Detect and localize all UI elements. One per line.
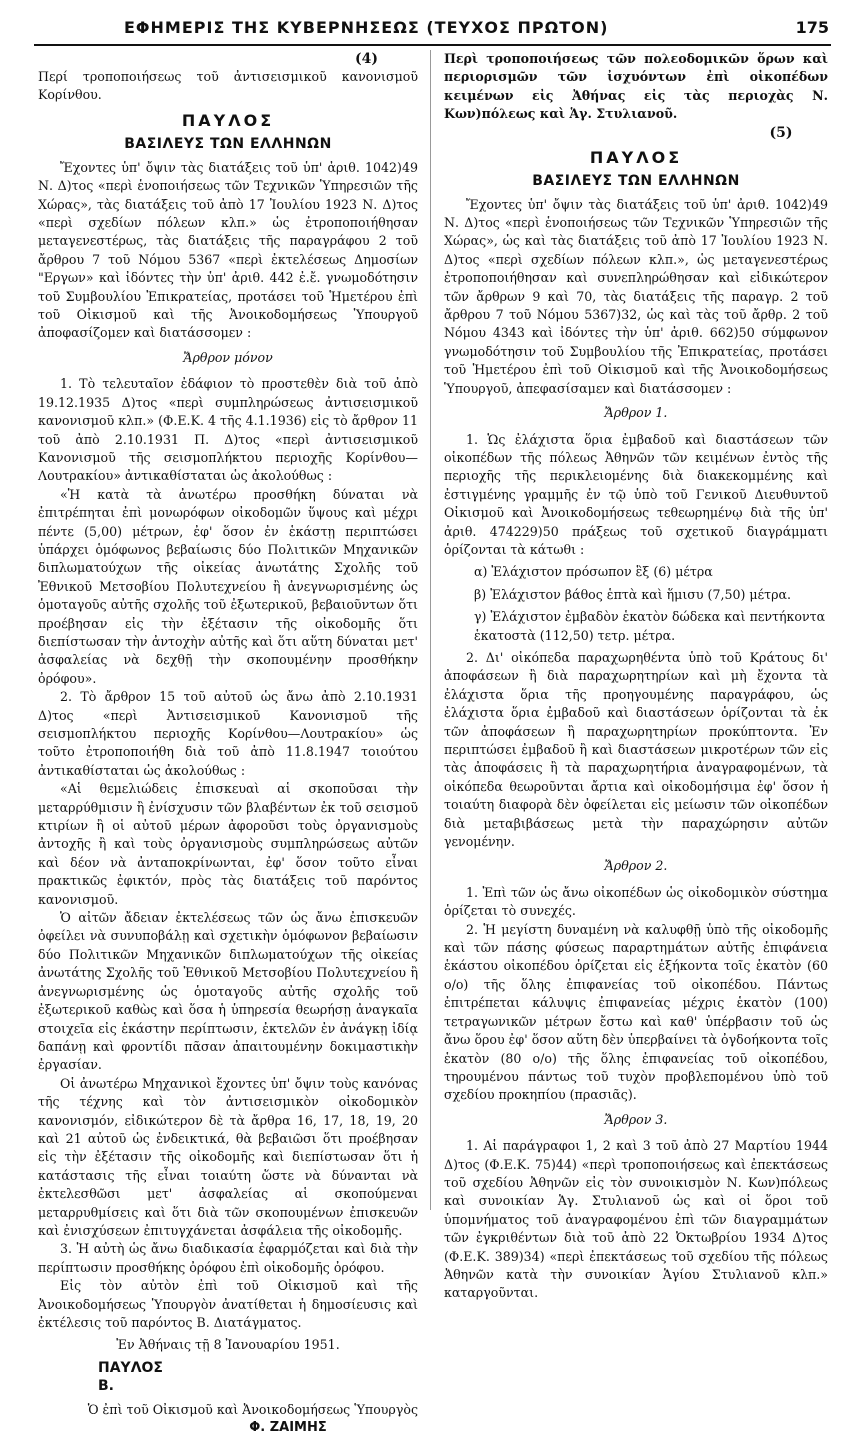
paragraph: 2. Τὸ ἄρθρον 15 τοῦ αὐτοῦ ὡς ἄνω ἀπὸ 2.10.1931 Δ)τος «περὶ Ἀντισεισμικοῦ Κανονισμοῦ τῆς σεισμοπλήκτου περιοχῆς Κορίνθου—Λουτρακίου» ὡς τοῦτο ἐτροποποιήθη διὰ τοῦ ἀπὸ 11.8.1947 τοιούτου ἀντικαθίσταται ὡς ἀκολούθως : bbox=[38, 689, 418, 778]
decree-number: (5) bbox=[769, 124, 793, 141]
right-column bbox=[444, 50, 828, 1303]
king-name: ΠΑΥΛΟΣ bbox=[181, 110, 275, 130]
king-title: ΒΑΣΙΛΕΥΣ ΤΩΝ ΕΛΛΗΝΩΝ bbox=[532, 172, 740, 189]
page-header bbox=[34, 14, 831, 46]
king-name: ΠΑΥΛΟΣ bbox=[589, 147, 683, 167]
paragraph: 2. Ἡ μεγίστη δυναμένη νὰ καλυφθῇ ὑπὸ τῆς οἰκοδομῆς καὶ τῶν πάσης φύσεως παραρτημάτων αὐτῆς ἐπιφάνεια ἑκάστου οἰκοπέδου ὁρίζεται εἰς ἑξήκοντα τοῖς ἑκατὸν (60 ο/ο) τῆς ὅλης ἐπιφανείας τοῦ οἰκοπέδου. Πάντως ἐπιτρέπεται κάλυψις ἐπιφανείας μέχρις ἑκατὸν (100) τετραγωνικῶν μέτρων ἔστω καὶ καθ' ὑπέρβασιν τοῦ ὡς ἄνω ὅρου ἐφ' ὅσον αὕτη δὲν ὑπερβαίνει τὰ ὀγδοήκοντα τοῖς ἑκατὸν (80 ο/ο) τῆς ὅλης ἐπιφανείας τοῦ οἰκοπέδου, τηρουμένου πάντως τοῦ τυχὸν προβλεπομένου ὑπὸ τοῦ σχεδίου προκηπίου (πρασιᾶς). bbox=[444, 921, 828, 1103]
paragraph: 1. Ἐπὶ τῶν ὡς ἄνω οἰκοπέδων ὡς οἰκοδομικὸν σύστημα ὁρίζεται τὸ συνεχές. bbox=[444, 884, 828, 919]
article-heading: Ἄρθρον μόνον bbox=[183, 349, 273, 365]
paragraph: 3. Ἡ αὐτὴ ὡς ἄνω διαδικασία ἐφαρμόζεται καὶ διὰ τὴν περίπτωσιν προσθήκης ὀρόφου ἐπὶ οἰκοδομῆς ὀρόφου. bbox=[38, 1241, 418, 1275]
article-heading: Ἄρθρον 3. bbox=[604, 1111, 668, 1127]
quoted-text: «Αἱ θεμελιώδεις ἐπισκευαὶ αἱ σκοποῦσαι τὴν μεταρρύθμισιν ἢ ἐνίσχυσιν τῶν βλαβέντων ἐκ τοῦ σεισμοῦ κτιρίων ἢ οἱ αὐτοῦ μέρων ἀφοροῦσι τοὺς ὀργανισμοὺς ἀντοχῆς ἢ καὶ τοὺς ὀργανισμοὺς συμπληρώσεως αὐτῶν καὶ δέον νὰ ἀνταποκρίνωνται, ἐφ' ὅσον τοῦτο εἶναι πρακτικῶς ἐφικτόν, πρὸς τὰς διατάξεις τοῦ παρόντος κανονισμοῦ. bbox=[38, 781, 418, 907]
minister-title: Ὁ ἐπὶ τοῦ Οἰκισμοῦ καὶ Ἀνοικοδομήσεως Ὑπουργὸς bbox=[87, 1401, 418, 1417]
page-number: 175 bbox=[795, 18, 829, 37]
signing-date: Ἐν Ἀθήναις τῇ 8 Ἰανουαρίου 1951. bbox=[116, 1337, 340, 1353]
left-column bbox=[38, 50, 418, 1438]
gazette-title: ΕΦΗΜΕΡΙΣ ΤΗΣ ΚΥΒΕΡΝΗΣΕΩΣ (ΤΕΥΧΟΣ ΠΡΩΤΟΝ) bbox=[124, 18, 609, 37]
column-divider bbox=[430, 50, 431, 1210]
signature-king: ΠΑΥΛΟΣ bbox=[98, 1359, 163, 1376]
decree-subject: Περί τροποποιήσεως τοῦ ἀντισεισμικοῦ κανονισμοῦ Κορίνθου. bbox=[38, 69, 418, 103]
king-title: ΒΑΣΙΛΕΥΣ ΤΩΝ ΕΛΛΗΝΩΝ bbox=[124, 135, 332, 152]
preamble: Ἔχοντες ὑπ' ὄψιν τὰς διατάξεις τοῦ ὑπ' ἀριθ. 1042)49 Ν. Δ)τος «περὶ ἑνοποιήσεως τῶν Τεχνικῶν Ὑπηρεσιῶν τῆς Χώρας», ὡς καὶ τὰς διατάξεις τοῦ ἀπὸ 17 Ἰουλίου 1923 Ν. Δ)τος «περὶ σχεδίων πόλεων κλπ.», ὡς μεταγενεστέρως ἐτροποποιήθησαν καὶ συνεπληρώθησαν καὶ εἰδικώτερον τῶν ἄρθρων 9 καὶ 70, τὰς διατάξεις τῆς παραγρ. 2 τοῦ ἄρθρου 7 τοῦ Νόμου 5367)32, ὡς καὶ τὰς τοῦ ἄρθρ. 2 τοῦ Νόμου 4343 καὶ ἰδόντες τὴν ὑπ' ἀριθ. 662)50 σύμφωνον γνωμοδότησιν τοῦ Συμβουλίου τῆς Ἐπικρατείας, προτάσει τοῦ Ἡμετέρου ἐπὶ τοῦ Οἰκισμοῦ καὶ τῆς Ἀνοικοδομήσεως Ὑπουργοῦ, ἀπεφασίσαμεν καὶ διατάσσομεν : bbox=[444, 196, 828, 396]
article-heading: Ἄρθρον 1. bbox=[604, 405, 668, 421]
list-item: γ) Ἐλάχιστον ἐμβαδὸν ἑκατὸν δώδεκα καὶ πεντήκοντα ἑκατοστὰ (112,50) τετρ. μέτρα. bbox=[474, 609, 826, 643]
article-heading: Ἄρθρον 2. bbox=[604, 858, 668, 874]
list-item: α) Ἐλάχιστον πρόσωπον ἓξ (6) μέτρα bbox=[474, 564, 713, 580]
minister-name: Φ. ΖΑΙΜΗΣ bbox=[249, 1420, 327, 1436]
quoted-text: Ὁ αἰτῶν ἄδειαν ἐκτελέσεως τῶν ὡς ἄνω ἐπισκευῶν ὀφείλει νὰ συνυποβάλῃ καὶ σχετικὴν ὁμόφωνον βεβαίωσιν δύο Πολιτικῶν Μηχανικῶν διπλωματούχων τῆς οἰκείας ἀνωτάτης Σχολῆς τοῦ Ἐθνικοῦ Μετσοβίου Πολυτεχνείου ἢ ἀνεγνωρισμένης ὡς ὁμοταγοῦς αὐτῆς σχολῆς τοῦ ἐξωτερικοῦ καθὼς καὶ ὅσα ἡ ὑπηρεσία θεωρήσῃ ἀναγκαῖα στοιχεῖα εἰς ἑκάστην περίπτωσιν, ἐκτελῶν ἐν ἀνάγκῃ ἰδίᾳ δαπάνῃ καὶ φροντίδι πᾶσαν ἀπαιτουμένην δοκιμαστικὴν ἐργασίαν. bbox=[38, 910, 418, 1073]
quoted-text: Οἱ ἀνωτέρω Μηχανικοὶ ἔχοντες ὑπ' ὄψιν τοὺς κανόνας τῆς τέχνης καὶ τὸν ἀντισεισμικὸν οἰκοδομικὸν κανονισμόν, εἰδικώτερον δὲ τὰ ἄρθρα 16, 17, 18, 19, 20 καὶ 21 αὐτοῦ ὡς ἐνδεικτικά, θὰ βεβαιῶσι ὅτι προέβησαν εἰς τὴν ἐξέτασιν τῆς οἰκοδομῆς καὶ διεπίστωσαν ὅτι ἡ κατάστασις τῆς εἶναι τοιαύτη ὥστε νὰ δύνανται νὰ ἐκτελεσθῶσι μετ' ἀσφαλείας αἱ σκοπούμεναι μεταρρυθμίσεις καὶ ὅτι διὰ τῶν σκοπουμένων ἐπισκευῶν καὶ ἐνισχύσεων ἐπιτυγχάνεται ἀσφάλεια τῆς οἰκοδομῆς. bbox=[38, 1075, 418, 1238]
preamble: Ἔχοντες ὑπ' ὄψιν τὰς διατάξεις τοῦ ὑπ' ἀριθ. 1042)49 Ν. Δ)τος «περὶ ἑνοποιήσεως τῶν Τεχνικῶν Ὑπηρεσιῶν τῆς Χώρας», τὰς διατάξεις τοῦ ἀπὸ 17 Ἰουλίου 1923 Ν. Δ)τος «περὶ σχεδίων πόλεων κλπ.» ὡς ἐτροποποιήθησαν μεταγενεστέρως, τὰς διατάξεις τῆς παραγράφου 2 τοῦ ἄρθρου 7 τοῦ Νόμου 5367 «περὶ ἐκτελέσεως Δημοσίων "Εργων» καὶ ἰδόντες τὴν ὑπ' ἀριθ. 442 ἐ.ἔ. γνωμοδότησιν τοῦ Συμβουλίου Ἐπικρατείας, προτάσει τοῦ Ἡμετέρου ἐπὶ τοῦ Οἰκισμοῦ καὶ τῆς Ἀνοικοδομήσεως Ὑπουργοῦ ἀποφασίζομεν καὶ διατάσσομεν : bbox=[38, 159, 418, 341]
paragraph: 1. Αἱ παράγραφοι 1, 2 καὶ 3 τοῦ ἀπὸ 27 Μαρτίου 1944 Δ)τος (Φ.Ε.Κ. 75)44) «περὶ τροποποιήσεως καὶ ἐπεκτάσεως τοῦ σχεδίου Ἀθηνῶν εἰς τὸν συνοικισμὸν Ν. Κων)πόλεως καὶ συνοικίαν Ἁγ. Στυλιανοῦ ὡς καὶ οἱ ὅροι τοῦ ὑπομνήματος τοῦ ἀναγραφομένου ἐπὶ τῶν διαγραμμάτων τῶν ἐγκριθέντων διὰ τοῦ ἀπὸ 22 Ὀκτωβρίου 1934 Δ)τος (Φ.Ε.Κ. 389)34) «περὶ ἐπεκτάσεως τοῦ σχεδίου τῆς πόλεως Ἀθηνῶν κατὰ τὴν συνοικίαν Ἁγίου Στυλιανοῦ κλπ.» καταργοῦνται. bbox=[444, 1138, 828, 1301]
decree-subject: Περὶ τροποποιήσεως τῶν πολεοδομικῶν ὅρων καὶ περιορισμῶν τῶν ἰσχυόντων ἐπὶ οἰκοπέδων κειμένων εἰς Ἀθήνας εἰς τὰς περιοχὰς Ν. Κων)πόλεως καὶ Ἁγ. Στυλιανοῦ. bbox=[444, 51, 828, 122]
decree-number: (4) bbox=[355, 51, 378, 67]
requirements-list bbox=[444, 563, 828, 645]
signature-b: Β. bbox=[98, 1377, 114, 1394]
paragraph: 2. Δι' οἰκόπεδα παραχωρηθέντα ὑπὸ τοῦ Κράτους δι' ἀποφάσεων ἢ διὰ παραχωρητηρίων καὶ μὴ ἔχοντα τὰ ἐλάχιστα ὅρια τῆς προηγουμένης παραγράφου, ὡς ἐλάχιστα ὅρια ἐμβαδοῦ καὶ διαστάσεων ὁρίζονται τὰ ἐκ τῶν ἀποφάσεων ἢ παραχωρητηρίων προκύπτοντα. Ἐν περιπτώσει ἐμβαδοῦ ἢ καὶ διαστάσεων μικροτέρων τῶν εἰς τὰς ἀποφάσεις ἢ τὰ παραχωρητήρια ἀναγραφομένων, τὰ οἰκόπεδα θεωροῦνται ἄρτια καὶ οἰκοδομήσιμα ἐφ' ὅσον ἡ τοιαύτη διαφορὰ δὲν ὀφείλεται εἰς μείωσιν τῶν οἰκοπέδων διὰ μεταβιβάσεως μετὰ τὴν παραχώρησιν αὐτῶν γενομένην. bbox=[444, 649, 828, 850]
closing-text: Εἰς τὸν αὐτὸν ἐπὶ τοῦ Οἰκισμοῦ καὶ τῆς Ἀνοικοδομήσεως Ὑπουργὸν ἀνατίθεται ἡ δημοσίευσις καὶ ἐκτέλεσις τοῦ παρόντος Β. Διατάγματος. bbox=[38, 1278, 418, 1330]
quoted-text: «Ἡ κατὰ τὰ ἀνωτέρω προσθήκη δύναται νὰ ἐπιτρέπηται ἐπὶ μονωρόφων οἰκοδομῶν ὕψους καὶ μέχρι πέντε (5,00) μέτρων, ἐφ' ὅσον ἐν ἑκάστῃ περιπτώσει ὑπάρχει ὁμόφωνος βεβαίωσις δύο Πολιτικῶν Μηχανικῶν διπλωματούχων τῆς οἰκείας ἀνωτάτης Σχολῆς τοῦ Ἐθνικοῦ Μετσοβίου Πολυτεχνείου ἢ ἀνεγνωρισμένης ὡς ὁμοταγοῦς αὐτῆς σχολῆς τοῦ ἐξωτερικοῦ, βεβαιοῦντων ὅτι προέβησαν εἰς τὴν ἐξέτασιν τῆς οἰκοδομῆς ὅτι διεπίστωσαν τὴν ἀντοχὴν αὐτῆς καὶ ὅτι αὕτη δύναται μετ' ἀσφαλείας νὰ δεχθῇ τὴν σκοπουμένην προσθήκην ὀρόφου». bbox=[38, 486, 418, 686]
paragraph: 1. Ὡς ἐλάχιστα ὅρια ἐμβαδοῦ καὶ διαστάσεων τῶν οἰκοπέδων τῆς πόλεως Ἀθηνῶν τῶν κειμένων ἐντὸς τῆς περιοχῆς τῆς περικλειομένης διὰ διακεκομμένης καὶ ἐστιγμένης γραμμῆς ἐν τῷ ὑπὸ τοῦ Γενικοῦ Διευθυντοῦ Οἰκισμοῦ καὶ Ἀνοικοδομήσεως τεθεωρημένῳ διὰ τῆς ὑπ' ἀριθ. 474229)50 πράξεως τοῦ σχετικοῦ διαγράμματι ὁρίζονται τὰ κάτωθι : bbox=[444, 431, 828, 557]
paragraph: 1. Τὸ τελευταῖον ἐδάφιον τὸ προστεθὲν διὰ τοῦ ἀπὸ 19.12.1935 Δ)τος «περὶ συμπληρώσεως ἀντισεισμικοῦ κανονισμοῦ κλπ.» (Φ.Ε.Κ. 4 τῆς 4.1.1936) εἰς τὸ ἄρθρον 11 τοῦ ἀπὸ 2.10.1931 Π. Δ)τος «περὶ ἀντισεισμικοῦ Κανονισμοῦ τῆς σεισμοπλήκτου περιοχῆς Κορίνθου—Λουτρακίου» ἀντικαθίσταται ὡς ἀκολούθως : bbox=[38, 376, 418, 484]
list-item: β) Ἐλάχιστον βάθος ἑπτὰ καὶ ἥμισυ (7,50) μέτρα. bbox=[474, 586, 792, 602]
